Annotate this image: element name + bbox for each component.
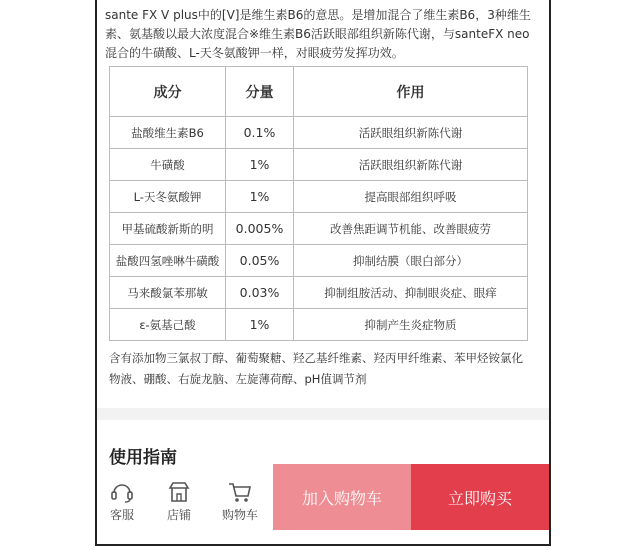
header-amount: 分量 bbox=[226, 67, 294, 117]
amount-cell: 0.005% bbox=[226, 213, 294, 245]
table-row bbox=[110, 149, 528, 181]
store-icon bbox=[166, 480, 192, 504]
ingredient-cell: 牛磺酸 bbox=[110, 149, 226, 181]
table-row bbox=[110, 117, 528, 149]
amount-cell: 0.03% bbox=[226, 277, 294, 309]
add-to-cart-button[interactable]: 加入购物车 bbox=[273, 464, 411, 530]
buy-now-button[interactable]: 立即购买 bbox=[411, 464, 549, 530]
additives-paragraph: 含有添加物三氯叔丁醇、葡萄聚糖、羟乙基纤维素、羟丙甲纤维素、苯甲烃铵氯化物液、硼酸、右旋龙脑、左旋薄荷醇、pH值调节剂 bbox=[109, 351, 523, 386]
ingredient-table bbox=[109, 66, 528, 341]
table-row bbox=[110, 245, 528, 277]
table-row bbox=[110, 309, 528, 341]
cart-icon bbox=[227, 480, 253, 504]
amount-cell: 1% bbox=[226, 149, 294, 181]
cart-nav-button[interactable] bbox=[218, 480, 262, 523]
amount-cell: 0.05% bbox=[226, 245, 294, 277]
effect-cell: 抑制组胺活动、抑制眼炎症、眼痒 bbox=[294, 277, 528, 309]
cart-nav-label: 购物车 bbox=[221, 508, 258, 522]
effect-cell: 提高眼部组织呼吸 bbox=[294, 181, 528, 213]
effect-cell: 改善焦距调节机能、改善眼疲劳 bbox=[294, 213, 528, 245]
table-row bbox=[110, 181, 528, 213]
effect-cell: 活跃眼组织新陈代谢 bbox=[294, 149, 528, 181]
ingredient-cell: 盐酸维生素B6 bbox=[110, 117, 226, 149]
ingredient-cell: 甲基硫酸新斯的明 bbox=[110, 213, 226, 245]
customer-service-button[interactable] bbox=[100, 480, 144, 523]
ingredient-cell: 盐酸四氢唑啉牛磺酸 bbox=[110, 245, 226, 277]
store-button[interactable] bbox=[157, 480, 201, 523]
effect-cell: 活跃眼组织新陈代谢 bbox=[294, 117, 528, 149]
amount-cell: 0.1% bbox=[226, 117, 294, 149]
table-header-row bbox=[110, 67, 528, 117]
header-effect: 作用 bbox=[294, 67, 528, 117]
header-ingredient: 成分 bbox=[110, 67, 226, 117]
section-divider bbox=[97, 408, 549, 420]
headset-icon bbox=[109, 480, 135, 504]
ingredient-cell: 马来酸氯苯那敏 bbox=[110, 277, 226, 309]
ingredient-cell: L-天冬氨酸钾 bbox=[110, 181, 226, 213]
amount-cell: 1% bbox=[226, 309, 294, 341]
intro-paragraph: sante FX V plus中的[V]是维生素B6的意思。是增加混合了维生素B6，3种维生素、氨基酸以最大浓度混合※维生素B6活跃眼部组织新陈代谢，与santeFX neo混合的牛磺酸、L-天冬氨酸钾一样，对眼疲劳发挥功效。 bbox=[105, 8, 531, 60]
amount-cell: 1% bbox=[226, 181, 294, 213]
product-detail-screen bbox=[95, 0, 551, 546]
effect-cell: 抑制产生炎症物质 bbox=[294, 309, 528, 341]
usage-guide-title: 使用指南 bbox=[109, 448, 177, 468]
ingredient-cell: ε-氨基己酸 bbox=[110, 309, 226, 341]
table-row bbox=[110, 213, 528, 245]
bottom-edge bbox=[97, 530, 549, 544]
store-label: 店铺 bbox=[166, 508, 191, 522]
customer-service-label: 客服 bbox=[109, 508, 134, 522]
effect-cell: 抑制结膜（眼白部分） bbox=[294, 245, 528, 277]
table-row bbox=[110, 277, 528, 309]
